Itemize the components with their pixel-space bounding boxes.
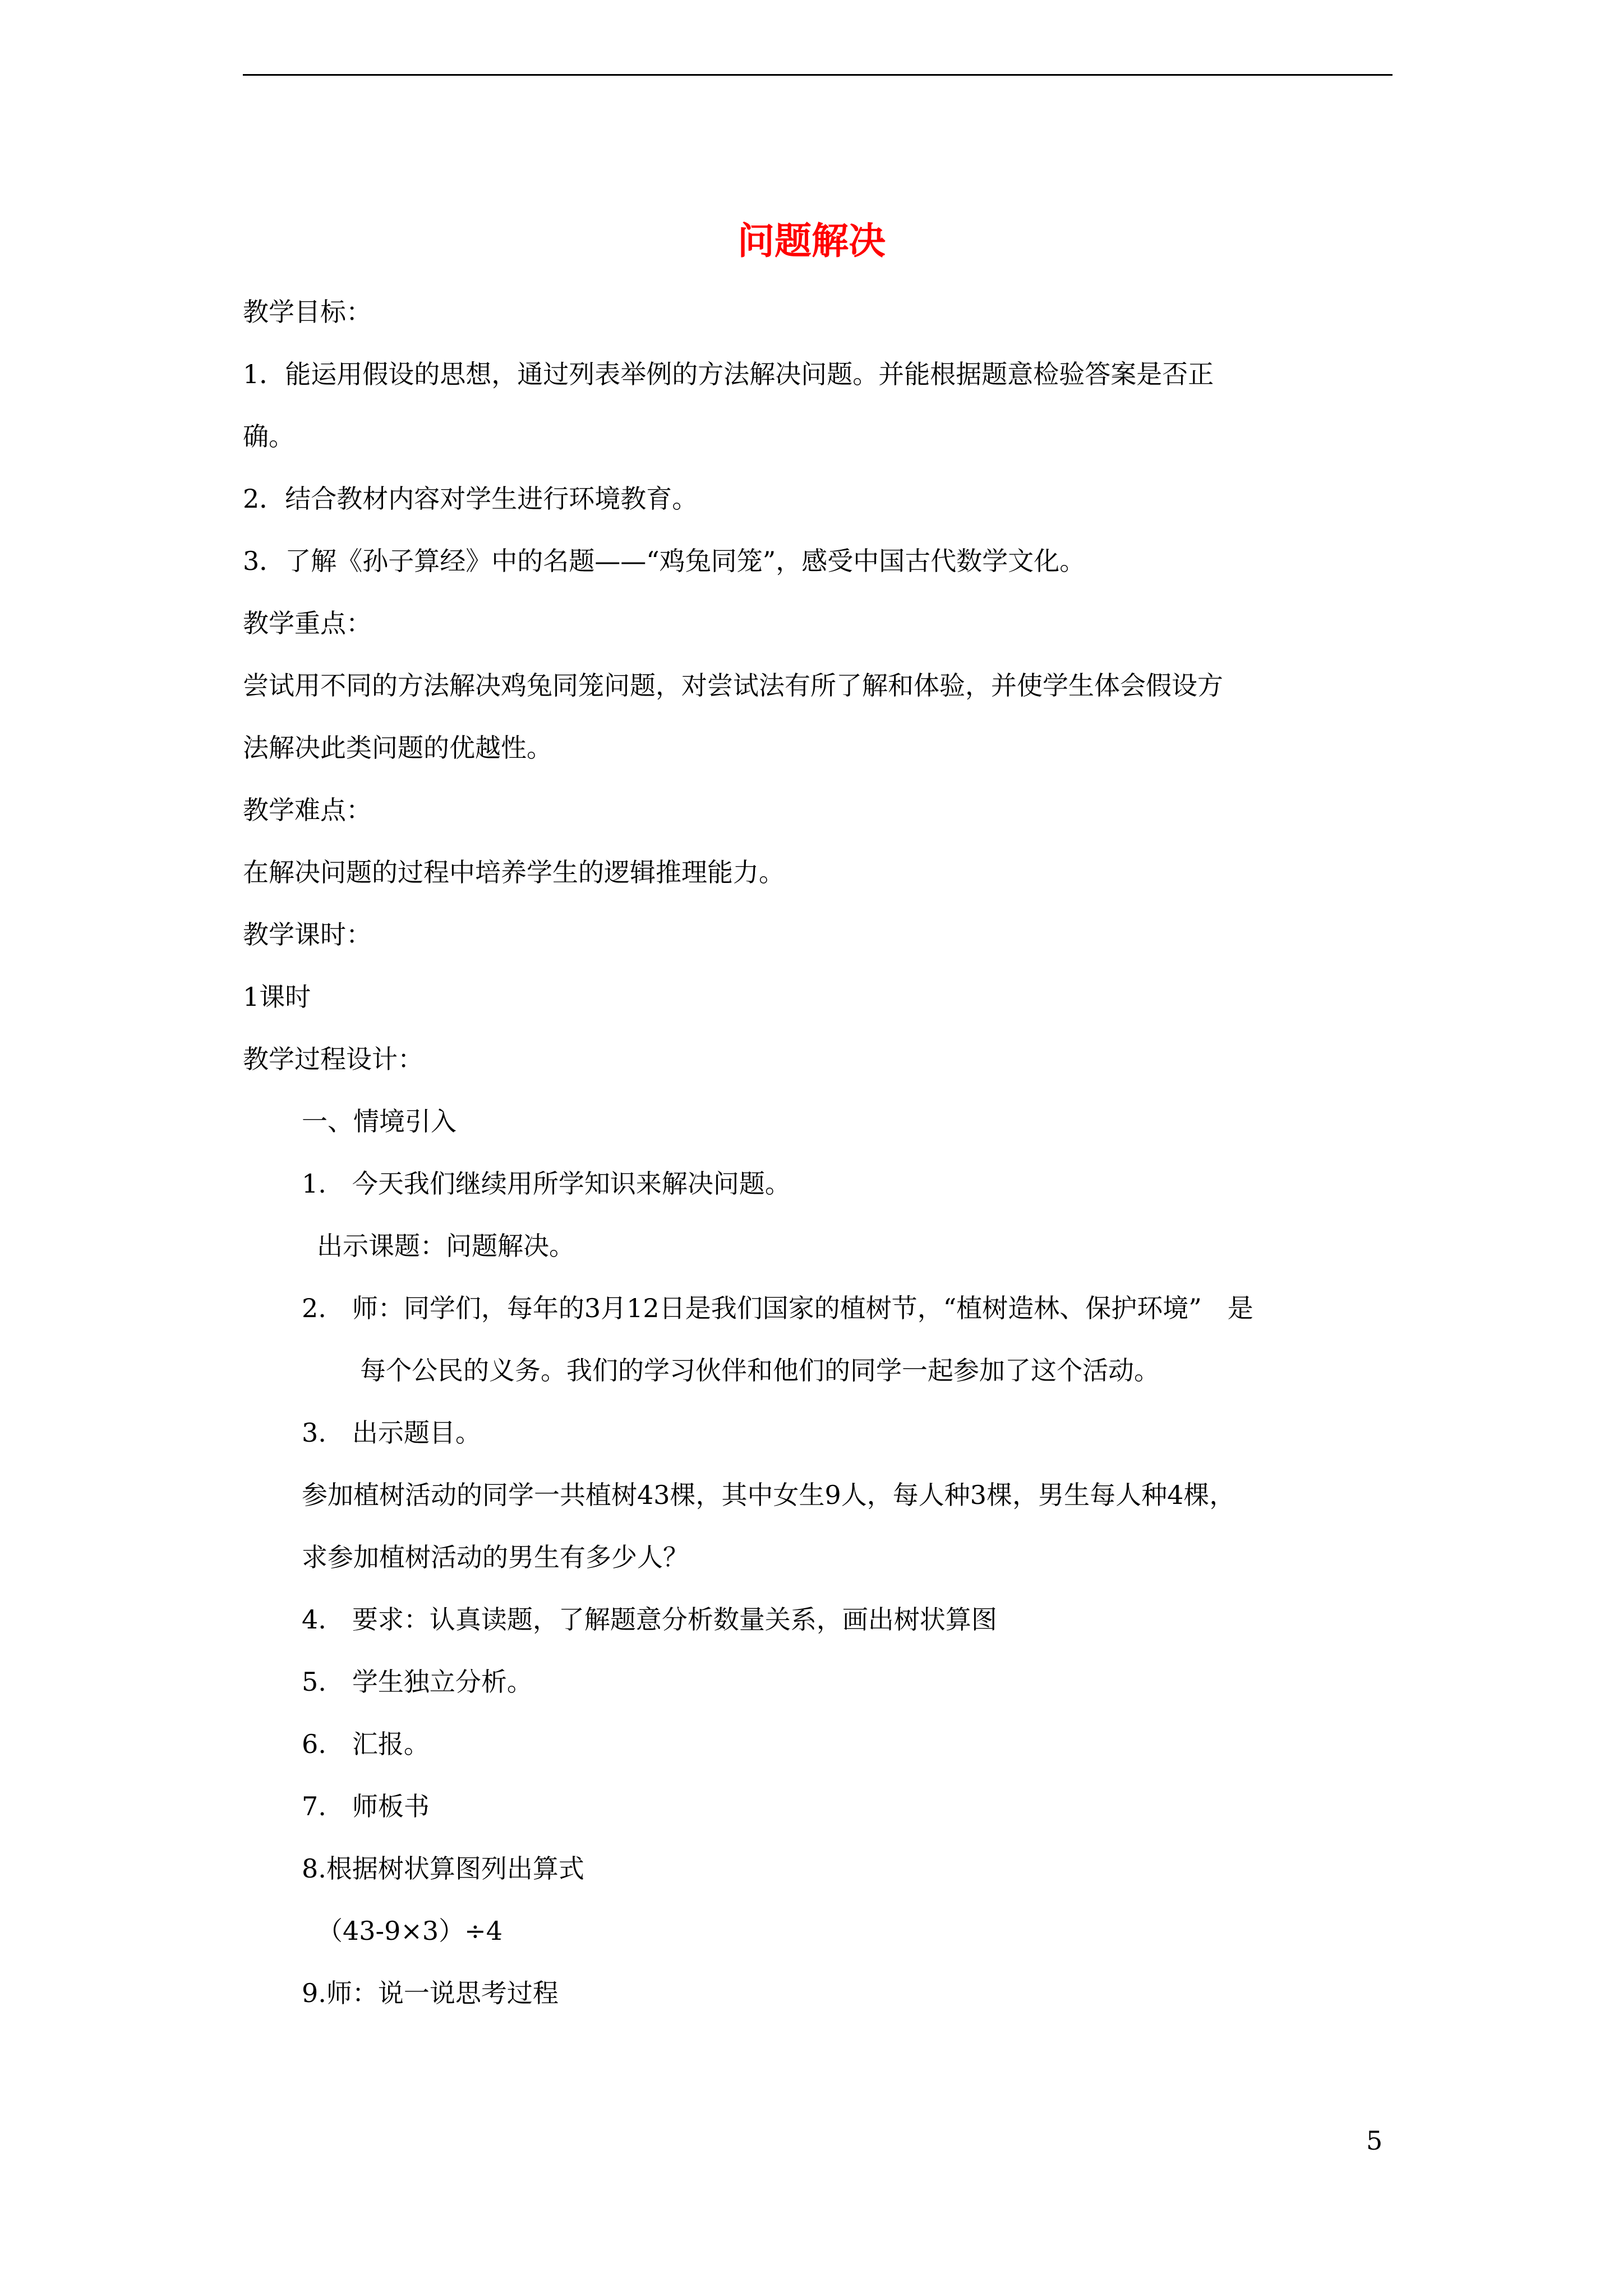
section-heading-process: 教学过程设计： <box>243 1044 423 1074</box>
objective-1-line-1: 1．能运用假设的思想，通过列表举例的方法解决问题。并能根据题意检验答案是否正 <box>243 359 1214 389</box>
process-step-1-detail: 出示课题：问题解决。 <box>317 1231 575 1261</box>
periods-text: 1课时 <box>243 982 311 1012</box>
section-heading-objectives: 教学目标： <box>243 297 372 327</box>
section-heading-key-points: 教学重点： <box>243 608 372 638</box>
page-number: 5 <box>1366 2125 1383 2156</box>
header-rule <box>243 74 1393 76</box>
process-step-6: 6. 汇报。 <box>302 1729 430 1759</box>
process-step-4: 4. 要求：认真读题，了解题意分析数量关系，画出树状算图 <box>302 1604 997 1635</box>
process-step-5: 5. 学生独立分析。 <box>302 1667 533 1697</box>
process-step-1: 1. 今天我们继续用所学知识来解决问题。 <box>302 1168 791 1199</box>
problem-text-line-1: 参加植树活动的同学一共植树43棵，其中女生9人，每人种3棵，男生每人种4棵， <box>302 1480 1235 1510</box>
objective-2: 2．结合教材内容对学生进行环境教育。 <box>243 484 698 514</box>
process-part-1-heading: 一、情境引入 <box>302 1106 457 1137</box>
formula: （43-9×3）÷4 <box>317 1916 502 1946</box>
section-heading-periods: 教学课时： <box>243 919 372 950</box>
problem-text-line-2: 求参加植树活动的男生有多少人？ <box>302 1542 689 1572</box>
objective-1-line-2: 确。 <box>243 421 294 452</box>
section-heading-difficulties: 教学难点： <box>243 795 372 825</box>
difficulties-text: 在解决问题的过程中培养学生的逻辑推理能力。 <box>243 857 785 887</box>
process-step-7: 7. 师板书 <box>302 1791 430 1821</box>
process-step-2-line-1: 2. 师：同学们，每年的3月12日是我们国家的植树节，“植树造林、保护环境” 是 <box>302 1293 1253 1323</box>
key-points-line-1: 尝试用不同的方法解决鸡兔同笼问题，对尝试法有所了解和体验，并使学生体会假设方 <box>243 670 1223 701</box>
objective-3: 3．了解《孙子算经》中的名题——“鸡兔同笼”，感受中国古代数学文化。 <box>243 546 1086 576</box>
process-step-8: 8.根据树状算图列出算式 <box>302 1853 584 1884</box>
process-step-3: 3. 出示题目。 <box>302 1418 481 1448</box>
key-points-line-2: 法解决此类问题的优越性。 <box>243 733 552 763</box>
process-step-9: 9.师：说一说思考过程 <box>302 1978 559 2008</box>
document-title: 问题解决 <box>737 219 886 263</box>
process-step-2-line-2: 每个公民的义务。我们的学习伙伴和他们的同学一起参加了这个活动。 <box>360 1355 1160 1386</box>
